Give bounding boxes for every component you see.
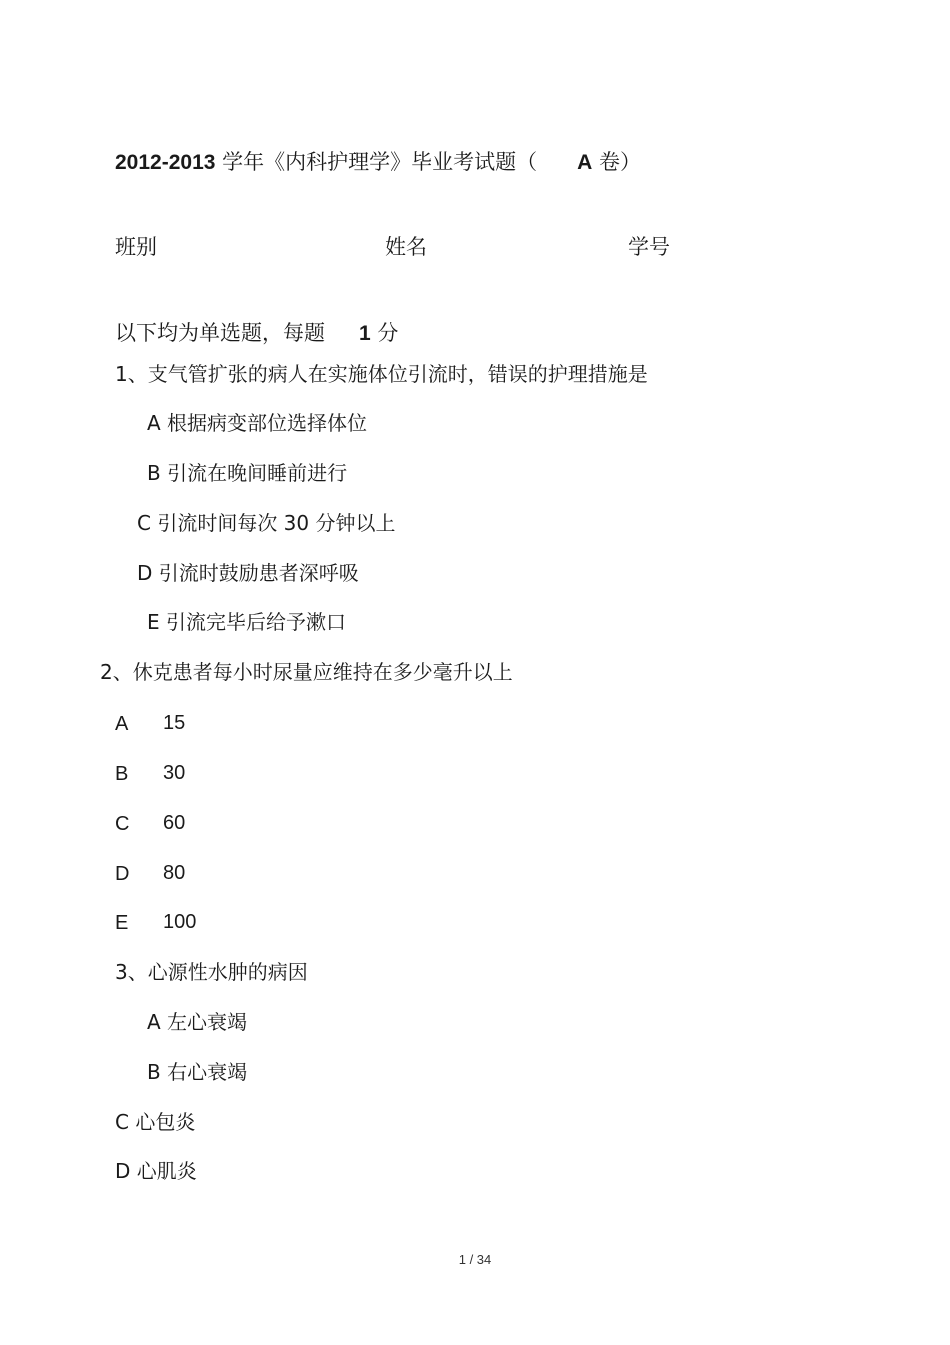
question-3-stem: 3、心源性水肿的病因 (115, 960, 308, 984)
instructions-unit: 分 (370, 321, 399, 345)
question-2-option-b (115, 761, 186, 786)
question-2-option-d (115, 861, 186, 886)
instructions-text: 以下均为单选题，每题 (115, 321, 325, 345)
question-3-option-a: A 左心衰竭 (147, 1010, 248, 1034)
instructions (115, 321, 398, 346)
option-letter: B (115, 763, 129, 785)
option-value: 60 (163, 812, 186, 834)
instructions-points: 1 (359, 322, 371, 345)
option-value: 80 (163, 862, 186, 884)
question-1-option-e: E 引流完毕后给予漱口 (147, 610, 346, 634)
question-1-option-d: D 引流时鼓励患者深呼吸 (137, 561, 359, 585)
option-letter: E (115, 912, 129, 934)
name-label: 姓名 (385, 235, 427, 259)
question-3-option-b: B 右心衰竭 (147, 1060, 248, 1084)
option-value: 100 (163, 911, 197, 933)
question-1-option-b: B 引流在晚间睡前进行 (147, 461, 348, 485)
title-paper: A (577, 151, 593, 174)
exam-title (115, 150, 641, 175)
question-3-option-d: D 心肌炎 (115, 1159, 197, 1183)
question-1-option-c: C 引流时间每次 30 分钟以上 (137, 511, 396, 535)
option-letter: A (115, 713, 129, 735)
option-letter: C (115, 813, 130, 835)
title-years: 2012-2013 (115, 151, 216, 174)
option-letter: D (115, 863, 130, 885)
student-id-label: 学号 (628, 235, 670, 259)
option-value: 30 (163, 762, 186, 784)
question-2-option-c (115, 811, 186, 836)
question-3-option-c: C 心包炎 (115, 1110, 196, 1134)
title-end: 卷） (592, 150, 641, 174)
question-1-stem: 1、支气管扩张的病人在实施体位引流时，错误的护理措施是 (115, 362, 648, 386)
question-2-option-e (115, 910, 197, 935)
class-label: 班别 (115, 235, 157, 259)
question-2-option-a (115, 711, 186, 736)
title-main: 学年《内科护理学》毕业考试题（ (215, 150, 538, 174)
question-1-option-a: A 根据病变部位选择体位 (147, 411, 368, 435)
option-value: 15 (163, 712, 186, 734)
page-number: 1 / 34 (458, 1252, 492, 1267)
question-2-stem: 2、休克患者每小时尿量应维持在多少毫升以上 (100, 660, 513, 684)
